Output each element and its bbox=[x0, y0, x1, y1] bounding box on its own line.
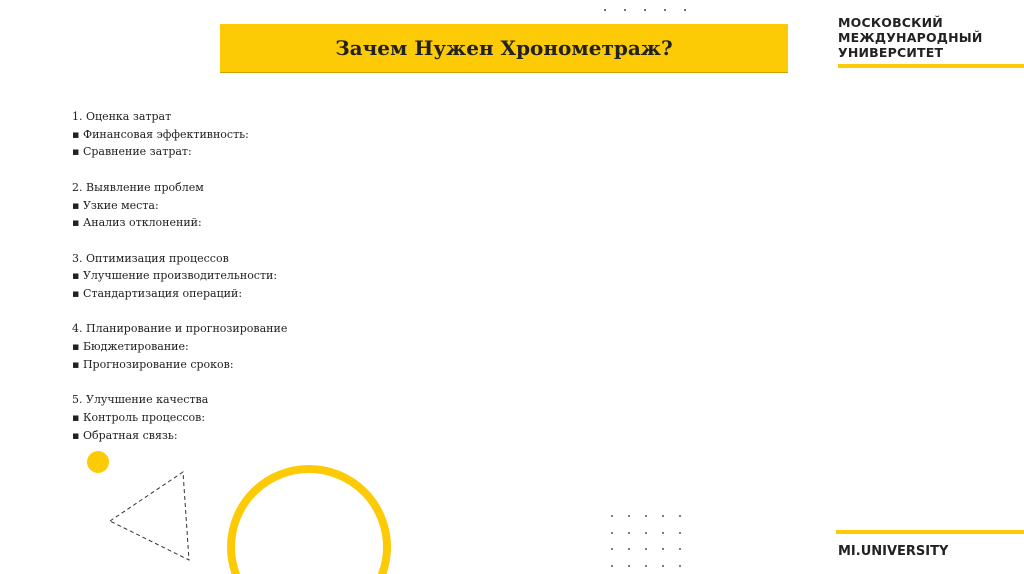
list-item: ▪ Сравнение затрат: bbox=[72, 145, 192, 159]
dashed-triangle-decoration bbox=[110, 472, 189, 560]
dot-grid-decoration bbox=[604, 508, 688, 574]
list-item: ▪ Анализ отклонений: bbox=[72, 216, 202, 230]
list-item: ▪ Бюджетирование: bbox=[72, 340, 189, 354]
list-item: ▪ Узкие места: bbox=[72, 198, 159, 212]
mi-university-logo: MI.UNIVERSITY bbox=[838, 544, 949, 559]
section-heading: 1. Оценка затрат bbox=[72, 110, 172, 123]
section-heading: 2. Выявление проблем bbox=[72, 180, 204, 194]
yellow-dot-decoration bbox=[87, 451, 109, 473]
bottom-accent-bar bbox=[836, 530, 1024, 534]
list-item: ▪ Обратная связь: bbox=[72, 428, 178, 442]
list-item: ▪ Контроль процессов: bbox=[72, 410, 206, 424]
section-heading: 3. Оптимизация процессов bbox=[72, 251, 229, 265]
list-item: ▪ Финансовая эффективность: bbox=[72, 127, 249, 141]
logo-line-3: УНИВЕРСИТЕТ bbox=[838, 45, 944, 60]
section-heading: 4. Планирование и прогнозирование bbox=[72, 322, 288, 336]
yellow-ring-decoration bbox=[231, 469, 387, 574]
list-item: ▪ Прогнозирование сроков: bbox=[72, 357, 234, 371]
slide-title: Зачем Нужен Хронометраж? bbox=[335, 36, 673, 60]
list-item: ▪ Улучшение производительности: bbox=[72, 269, 278, 283]
logo-line-1: МОСКОВСКИЙ bbox=[838, 15, 943, 30]
logo-line-2: МЕЖДУНАРОДНЫЙ bbox=[838, 30, 983, 45]
section-heading: 5. Улучшение качества bbox=[72, 393, 209, 407]
list-item: ▪ Стандартизация операций: bbox=[72, 287, 243, 300]
